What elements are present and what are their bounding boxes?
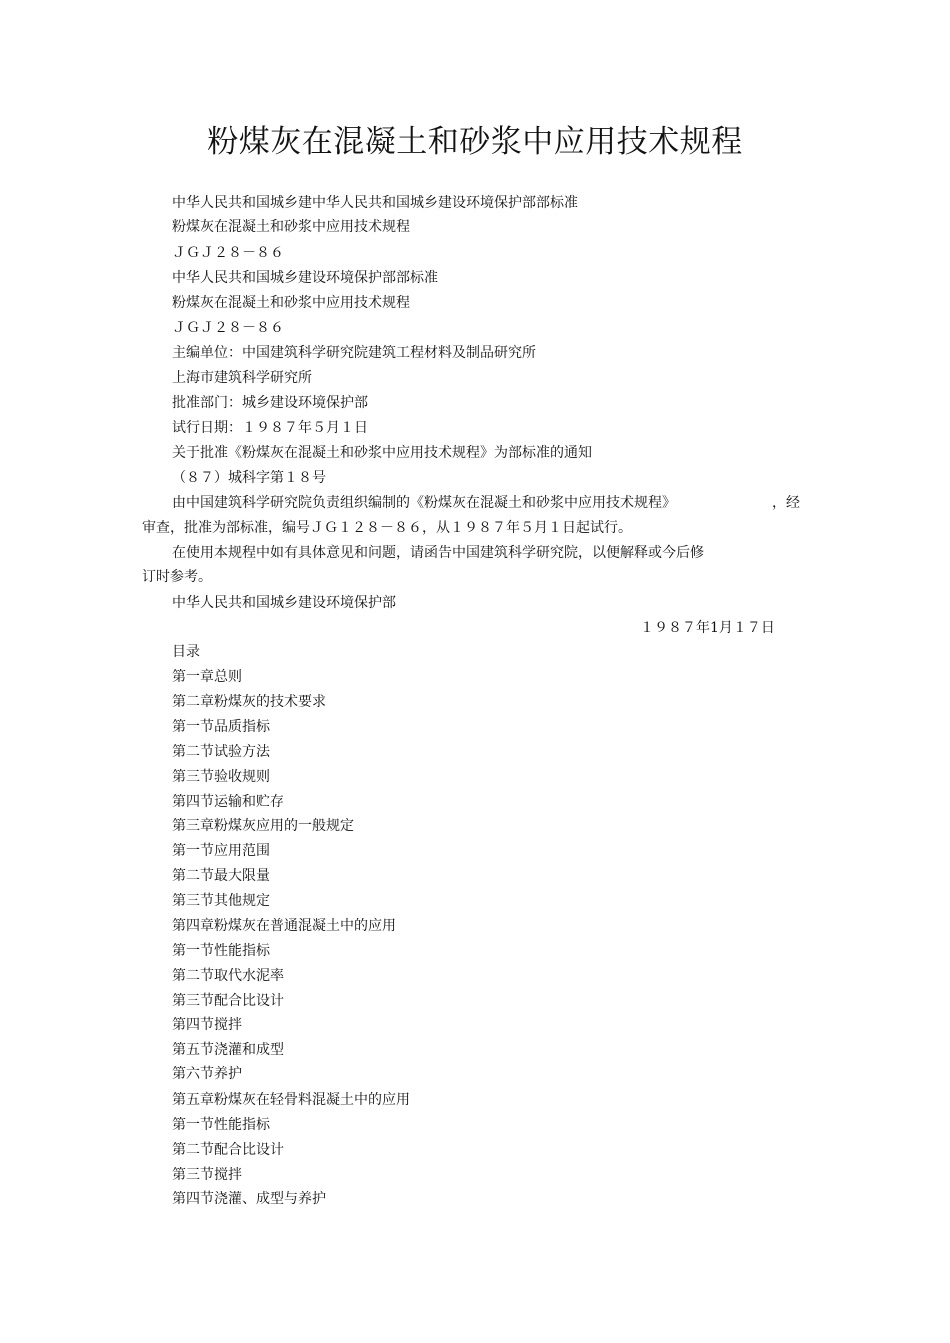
toc-item: 第一节性能指标 [172,1117,270,1133]
document-title: 粉煤灰在混凝土和砂浆中应用技术规程 [207,124,743,160]
toc-item: 第三节验收规则 [172,769,270,785]
standard-code: ＪＧＪ２８－８６ [172,320,284,336]
toc-item: 第二节试验方法 [172,744,270,760]
notice-issuer: 中华人民共和国城乡建设环境保护部 [172,595,396,611]
notice-title: 关于批准《粉煤灰在混凝土和砂浆中应用技术规程》为部标准的通知 [172,445,592,461]
toc-item: 第一节应用范围 [172,843,270,859]
toc-item: 第五节浇灌和成型 [172,1042,284,1058]
notice-paragraph-1-cont: 审查，批准为部标准，编号ＪＧ１２８－８６，从１９８７年５月１日起试行。 [142,520,632,536]
toc-item: 第一章总则 [172,669,242,685]
toc-item: 第五章粉煤灰在轻骨料混凝土中的应用 [172,1092,410,1108]
notice-number: （８７）城科字第１８号 [172,470,326,486]
notice-paragraph-2-cont: 订时参考。 [142,569,212,585]
notice-date: １９８７年1月１７日 [640,620,775,636]
toc-item: 第六节养护 [172,1066,242,1082]
notice-paragraph-1: 由中国建筑科学研究院负责组织编制的《粉煤灰在混凝土和砂浆中应用技术规程》 [172,495,676,511]
header-line: 中华人民共和国城乡建设环境保护部部标准 [172,270,438,286]
standard-code: ＪＧＪ２８－８６ [172,245,284,261]
toc-item: 第三节搅拌 [172,1167,242,1183]
header-line: 粉煤灰在混凝土和砂浆中应用技术规程 [172,219,410,235]
toc-item: 第一节品质指标 [172,719,270,735]
notice-paragraph-1-tail: ，经 [772,495,800,511]
toc-item: 第二节取代水泥率 [172,968,284,984]
notice-paragraph-2: 在使用本规程中如有具体意见和问题，请函告中国建筑科学研究院，以便解释或今后修 [172,545,704,561]
toc-item: 第四节运输和贮存 [172,794,284,810]
trial-date: 试行日期：１９８７年５月１日 [172,420,368,436]
toc-heading: 目录 [172,644,200,660]
toc-item: 第三节配合比设计 [172,993,284,1009]
toc-item: 第四章粉煤灰在普通混凝土中的应用 [172,918,396,934]
toc-item: 第二章粉煤灰的技术要求 [172,694,326,710]
toc-item: 第四节浇灌、成型与养护 [172,1191,326,1207]
editor-unit-2: 上海市建筑科学研究所 [172,370,312,386]
editor-unit: 主编单位：中国建筑科学研究院建筑工程材料及制品研究所 [172,345,536,361]
toc-item: 第三章粉煤灰应用的一般规定 [172,818,354,834]
header-line: 中华人民共和国城乡建中华人民共和国城乡建设环境保护部部标准 [172,195,578,211]
toc-item: 第一节性能指标 [172,943,270,959]
toc-item: 第二节配合比设计 [172,1142,284,1158]
toc-item: 第四节搅拌 [172,1017,242,1033]
toc-item: 第二节最大限量 [172,868,270,884]
toc-item: 第三节其他规定 [172,893,270,909]
approval-department: 批准部门：城乡建设环境保护部 [172,395,368,411]
header-line: 粉煤灰在混凝土和砂浆中应用技术规程 [172,295,410,311]
